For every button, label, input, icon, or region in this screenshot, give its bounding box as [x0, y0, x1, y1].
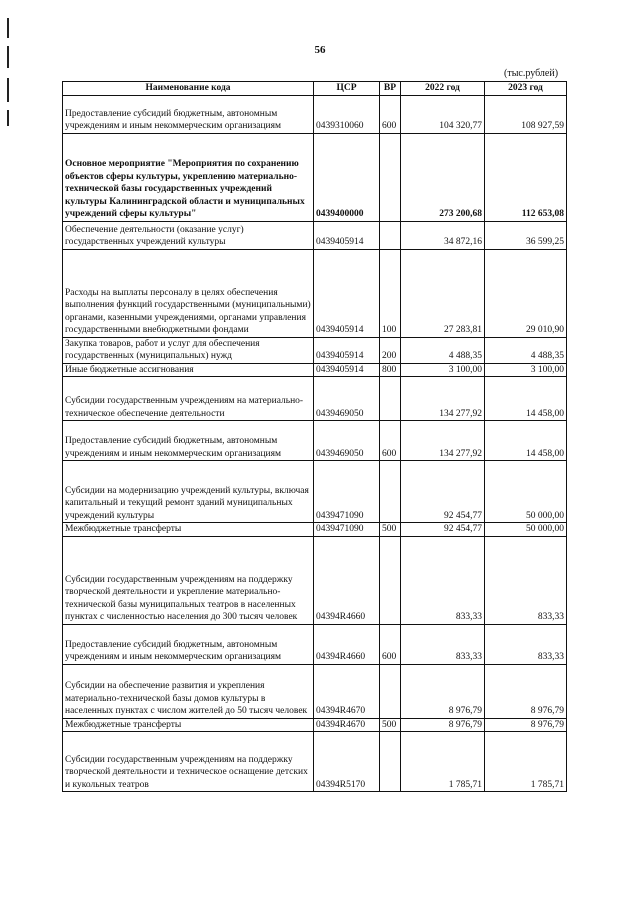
- table-row: [63, 421, 567, 461]
- row-name: Предоставление субсидий бюджетным, автономным учреждениям и иным некоммерческим организациям: [63, 624, 314, 664]
- table-row: [63, 363, 567, 377]
- row-2023: 108 927,59: [485, 95, 567, 133]
- row-2022: 104 320,77: [401, 95, 485, 133]
- row-name: Межбюджетные трансферты: [63, 718, 314, 732]
- table-row: [63, 732, 567, 792]
- row-2023: 8 976,79: [485, 718, 567, 732]
- row-csr: 0439469050: [314, 421, 380, 461]
- row-vr: 500: [380, 718, 401, 732]
- row-2022: 8 976,79: [401, 718, 485, 732]
- table-row: [63, 664, 567, 718]
- row-vr: 600: [380, 95, 401, 133]
- header-name: Наименование кода: [63, 82, 314, 96]
- table-header-row: [63, 82, 567, 96]
- row-vr: [380, 133, 401, 221]
- row-2023: 4 488,35: [485, 337, 567, 363]
- row-2023: 50 000,00: [485, 523, 567, 537]
- row-2022: 1 785,71: [401, 732, 485, 792]
- row-name: Основное мероприятие "Мероприятия по сохранению объектов сферы культуры, укреплению материально-технической базы государственных учреждений культуры Калининградской области и муниципальных учреждений сферы культуры": [63, 133, 314, 221]
- row-2023: 29 010,90: [485, 249, 567, 337]
- header-csr: ЦСР: [314, 82, 380, 96]
- row-vr: [380, 221, 401, 249]
- row-2023: 14 458,00: [485, 421, 567, 461]
- row-2022: 34 872,16: [401, 221, 485, 249]
- row-name: Обеспечение деятельности (оказание услуг) государственных учреждений культуры: [63, 221, 314, 249]
- page-number: 56: [314, 44, 326, 56]
- budget-table: [62, 81, 567, 792]
- row-csr: 04394R4660: [314, 624, 380, 664]
- table-row: [63, 249, 567, 337]
- row-csr: 0439469050: [314, 377, 380, 421]
- binding-mark: [7, 78, 9, 102]
- row-csr: 0439400000: [314, 133, 380, 221]
- row-name: Межбюджетные трансферты: [63, 523, 314, 537]
- row-2022: 134 277,92: [401, 377, 485, 421]
- row-2023: 50 000,00: [485, 461, 567, 523]
- row-name: Субсидии государственным учреждениям на поддержку творческой деятельности и укрепление материально-технической базы муниципальных театров в населенных пунктах с численностью населения до 300 тысяч человек: [63, 536, 314, 624]
- row-2023: 1 785,71: [485, 732, 567, 792]
- row-name: Субсидии на обеспечение развития и укрепления материально-технической базы домов культуры в населенных пунктах с числом жителей до 50 тысяч человек: [63, 664, 314, 718]
- row-name: Субсидии на модернизацию учреждений культуры, включая капитальный и текущий ремонт зданий муниципальных учреждений культуры: [63, 461, 314, 523]
- row-name: Иные бюджетные ассигнования: [63, 363, 314, 377]
- row-vr: 500: [380, 523, 401, 537]
- header-2022: 2022 год: [401, 82, 485, 96]
- row-csr: 0439471090: [314, 523, 380, 537]
- units-label: (тыс.рублей): [504, 68, 559, 79]
- header-vr: ВР: [380, 82, 401, 96]
- row-2023: 36 599,25: [485, 221, 567, 249]
- table-row: [63, 536, 567, 624]
- row-2022: 833,33: [401, 536, 485, 624]
- row-2022: 27 283,81: [401, 249, 485, 337]
- table-row: [63, 624, 567, 664]
- table-row: [63, 95, 567, 133]
- row-csr: 0439310060: [314, 95, 380, 133]
- row-csr: 04394R5170: [314, 732, 380, 792]
- table-row: [63, 337, 567, 363]
- row-2022: 3 100,00: [401, 363, 485, 377]
- row-2023: 833,33: [485, 536, 567, 624]
- row-name: Предоставление субсидий бюджетным, автономным учреждениям и иным некоммерческим организациям: [63, 421, 314, 461]
- row-vr: [380, 664, 401, 718]
- table-row: [63, 133, 567, 221]
- row-vr: [380, 536, 401, 624]
- row-vr: 200: [380, 337, 401, 363]
- row-vr: 800: [380, 363, 401, 377]
- row-vr: [380, 732, 401, 792]
- row-vr: [380, 461, 401, 523]
- binding-mark: [7, 18, 9, 38]
- row-csr: 0439405914: [314, 363, 380, 377]
- row-vr: 600: [380, 421, 401, 461]
- binding-mark: [7, 110, 9, 126]
- table-row: [63, 718, 567, 732]
- table-row: [63, 377, 567, 421]
- row-name: Расходы на выплаты персоналу в целях обеспечения выполнения функций государственными (муниципальными) органами, казенными учреждениями, органами управления государственными внебюджетными фондами: [63, 249, 314, 337]
- row-2022: 4 488,35: [401, 337, 485, 363]
- row-vr: 600: [380, 624, 401, 664]
- row-csr: 0439405914: [314, 249, 380, 337]
- row-csr: 04394R4670: [314, 664, 380, 718]
- row-2023: 3 100,00: [485, 363, 567, 377]
- table-row: [63, 523, 567, 537]
- header-2023: 2023 год: [485, 82, 567, 96]
- row-vr: [380, 377, 401, 421]
- row-2023: 14 458,00: [485, 377, 567, 421]
- row-2022: 92 454,77: [401, 461, 485, 523]
- row-2022: 134 277,92: [401, 421, 485, 461]
- row-2022: 273 200,68: [401, 133, 485, 221]
- row-2022: 8 976,79: [401, 664, 485, 718]
- row-2023: 833,33: [485, 624, 567, 664]
- row-name: Субсидии государственным учреждениям на поддержку творческой деятельности и техническое оснащение детских и кукольных театров: [63, 732, 314, 792]
- row-name: Субсидии государственным учреждениям на материально-техническое обеспечение деятельности: [63, 377, 314, 421]
- row-vr: 100: [380, 249, 401, 337]
- row-2023: 112 653,08: [485, 133, 567, 221]
- row-name: Предоставление субсидий бюджетным, автономным учреждениям и иным некоммерческим организациям: [63, 95, 314, 133]
- row-2022: 92 454,77: [401, 523, 485, 537]
- row-csr: 04394R4660: [314, 536, 380, 624]
- row-csr: 0439471090: [314, 461, 380, 523]
- row-csr: 0439405914: [314, 337, 380, 363]
- row-name: Закупка товаров, работ и услуг для обеспечения государственных (муниципальных) нужд: [63, 337, 314, 363]
- table-row: [63, 461, 567, 523]
- row-csr: 04394R4670: [314, 718, 380, 732]
- row-2023: 8 976,79: [485, 664, 567, 718]
- row-csr: 0439405914: [314, 221, 380, 249]
- table-row: [63, 221, 567, 249]
- row-2022: 833,33: [401, 624, 485, 664]
